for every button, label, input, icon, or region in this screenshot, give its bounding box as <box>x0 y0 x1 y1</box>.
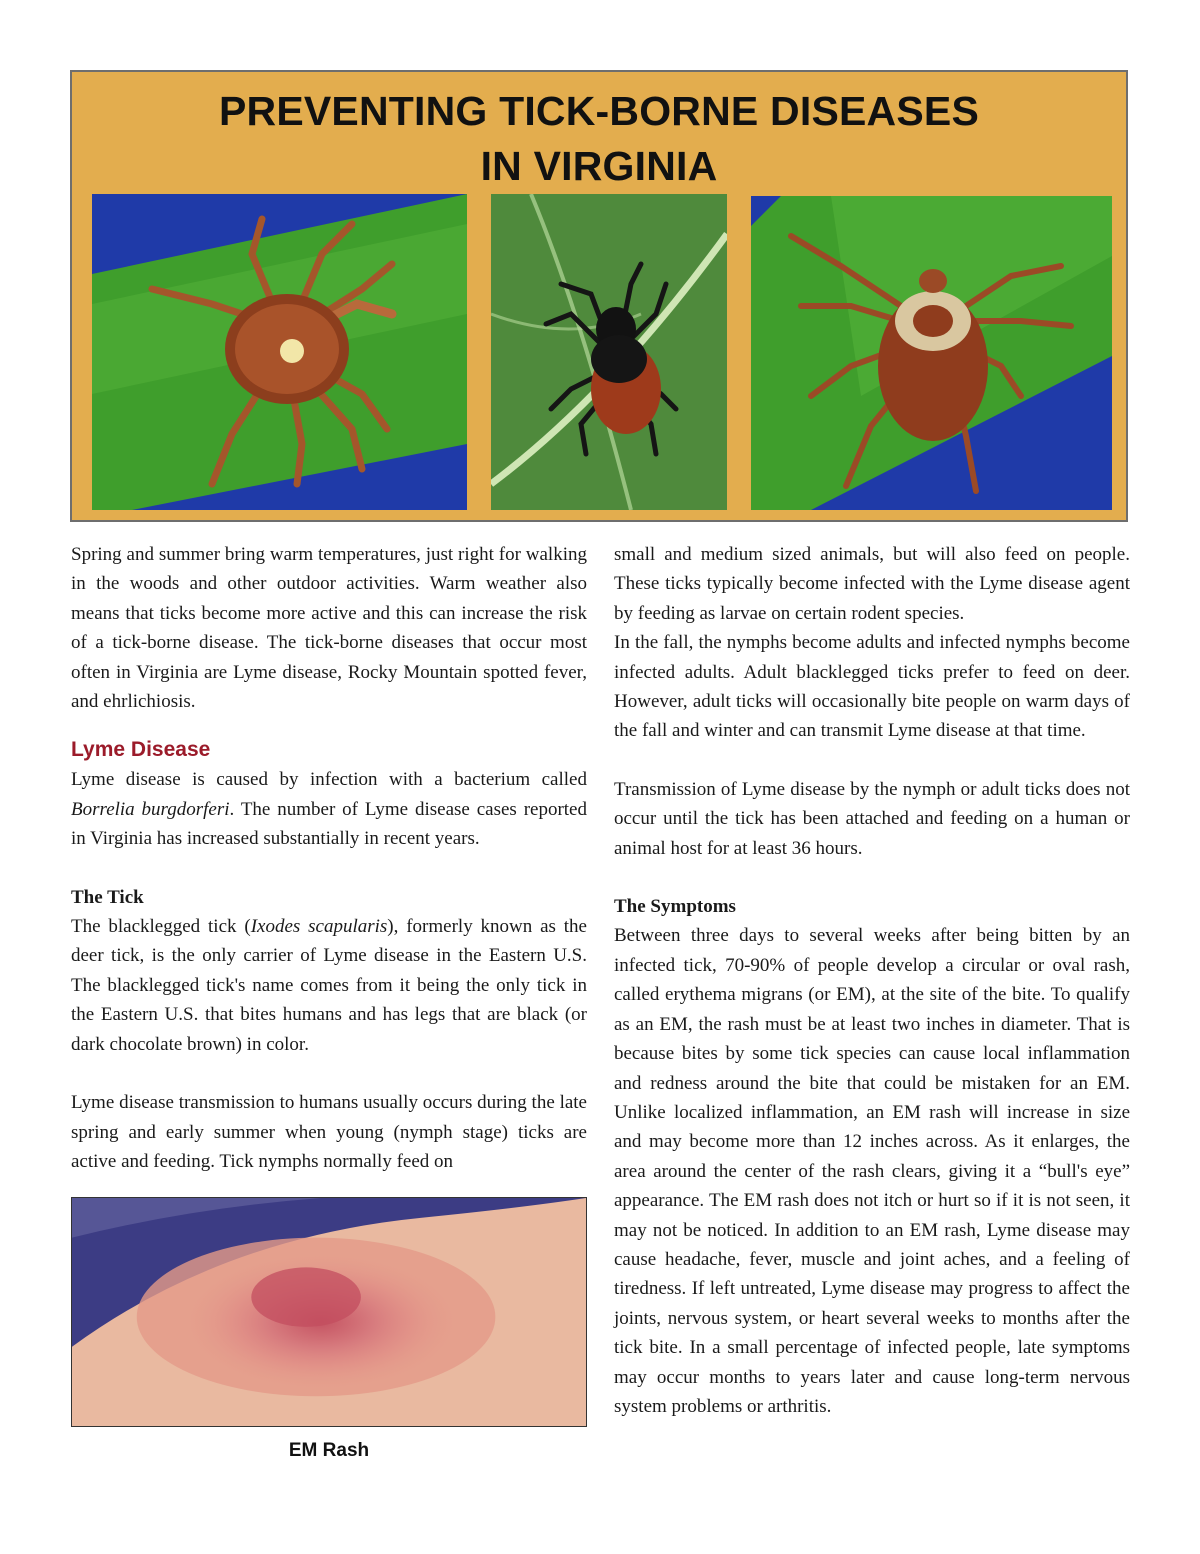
tick-paragraph-2: Lyme disease transmission to humans usually occurs during the late spring and early summer when young (nymph stage) ticks are active and feeding. Tick nymphs normally feed on <box>71 1092 587 1172</box>
symptoms-heading: The Symptoms <box>614 896 736 918</box>
symptoms-paragraph: Between three days to several weeks after being bitten by an infected tick, 70-90% of people develop a circular or oval rash, called erythema migrans (or EM), at the site of the bite. To qualify as an EM, the rash must be at least two inches in diameter. That is because bites by some tick species can cause local inflammation and redness around the bite that could be mistaken for an EM. Unlike localized inflammation, an EM rash will increase in size and may become more than 12 inches across. As it enlarges, the area around the center of the rash clears, giving it a “bull's eye” appearance. The EM rash does not itch or hurt so if it is not seen, it may not be noticed. In addition to an EM rash, Lyme disease may cause headache, fever, muscle and joint aches, and a feeling of tiredness. If left untreated, Lyme disease may progress to affect the joints, nervous system, or heart several weeks to months after the tick bite. In a small percentage of infected people, late symptoms may occur months to years later and cause long-term nervous system problems or arthritis. <box>614 925 1130 1417</box>
lyme-paragraph: Lyme disease is caused by infection with a bacterium called Borrelia burgdorferi. The number of Lyme disease cases reported in Virginia has increased substantially in recent years. <box>71 769 587 850</box>
dog-tick-photo <box>751 196 1112 510</box>
page-title <box>72 84 1126 194</box>
figure-caption: EM Rash <box>288 1440 370 1461</box>
tick-heading: The Tick <box>71 886 144 908</box>
blacklegged-tick-photo <box>491 194 727 510</box>
lyme-disease-heading: Lyme Disease <box>71 738 211 762</box>
left-column <box>71 540 587 1176</box>
right-paragraph-3: Transmission of Lyme disease by the nymph or adult ticks does not occur until the tick has been attached and feeding on a human or animal host for at least 36 hours. <box>614 778 1130 859</box>
right-column <box>614 540 1130 1421</box>
intro-paragraph: Spring and summer bring warm temperatures, just right for walking in the woods and other outdoor activities. Warm weather also means that ticks become more active and this can increase the risk of a tick-borne disease. The tick-borne diseases that occur most often in Virginia are Lyme disease, Rocky Mountain spotted fever, and ehrlichiosis. <box>71 544 587 713</box>
title-line-2: IN VIRGINIA <box>480 143 718 189</box>
right-paragraph-2: In the fall, the nymphs become adults and infected nymphs become infected adults. Adult blacklegged ticks prefer to feed on deer. However, adult ticks will occasionally bite people on warm days of the fall and winter and can transmit Lyme disease at that time. <box>614 632 1130 742</box>
right-paragraph-1: small and medium sized animals, but will also feed on people. These ticks typically become infected with the Lyme disease agent by feeding as larvae on certain rodent species. <box>614 544 1130 624</box>
em-rash-photo <box>71 1197 587 1427</box>
header-banner <box>70 70 1128 522</box>
title-line-1: PREVENTING TICK-BORNE DISEASES <box>218 88 980 134</box>
tick-paragraph-1: The blacklegged tick (Ixodes scapularis), formerly known as the deer tick, is the only carrier of Lyme disease in the Eastern U.S. The blacklegged tick's name comes from it being the only tick in the Eastern U.S. that bites humans and has legs that are black (or dark chocolate brown) in color. <box>71 916 587 1055</box>
lone-star-tick-photo <box>92 194 467 510</box>
